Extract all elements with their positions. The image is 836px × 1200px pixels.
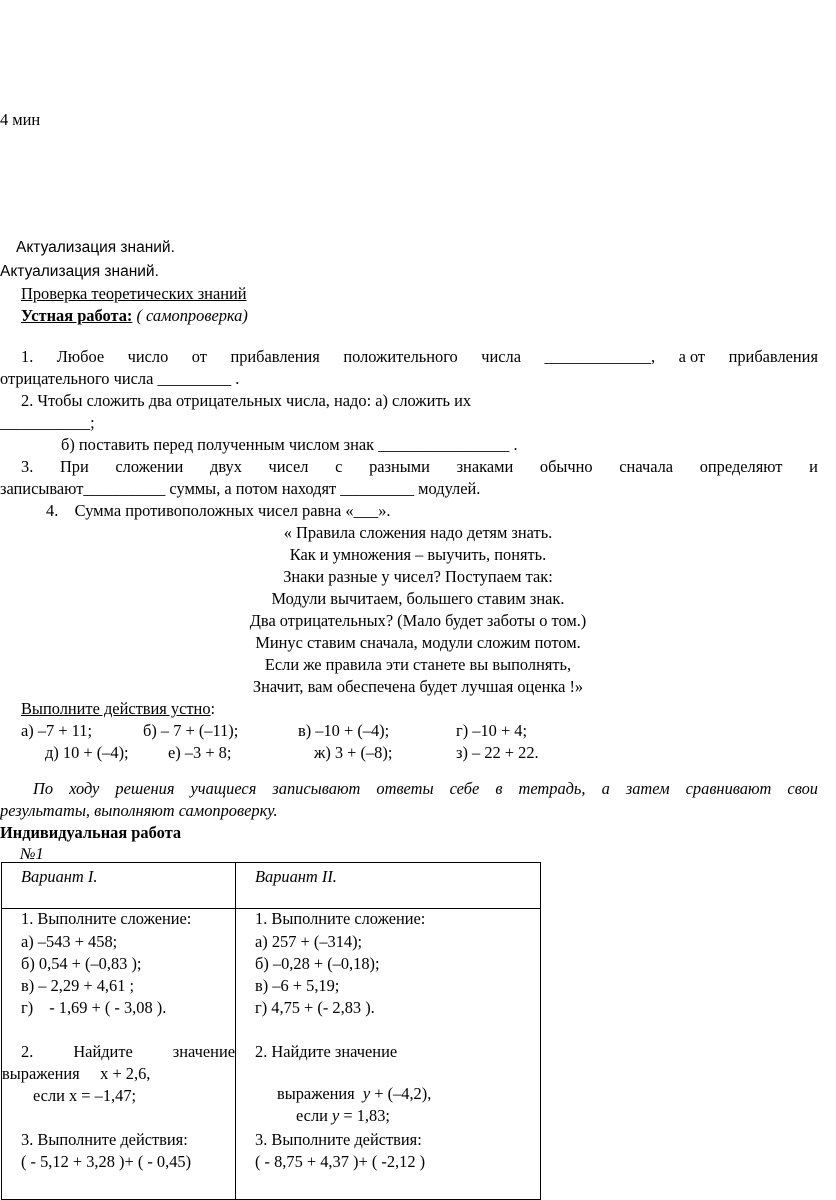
oral-tasks-title: Выполните действия устно: — [21, 699, 216, 718]
variants-table — [1, 862, 541, 1200]
v1-item-b: б) 0,54 + (–0,83 ); — [21, 954, 142, 973]
question-3-line-1: 3. При сложении двух чисел с разными знаками обычно сначала определяют и — [21, 457, 818, 476]
oral-task: з) – 22 + 22. — [456, 743, 539, 762]
v2-task-2-line-3: если у = 1,83; — [295, 1106, 390, 1125]
question-2-line-2: ___________; — [0, 413, 95, 432]
oral-work-heading — [21, 306, 248, 326]
oral-task: е) –3 + 8; — [168, 743, 232, 762]
variant-2-header-cell — [236, 863, 541, 909]
section-heading-2: Актуализация знаний. — [0, 263, 159, 280]
variant-2-body — [236, 909, 541, 1200]
v1-task-2-line-3: если х = –1,47; — [33, 1086, 137, 1105]
question-2-line-3: б) поставить перед полученным числом знак ________________ . — [61, 435, 518, 454]
poem-line: Значит, вам обеспечена будет лучшая оценка !» — [252, 677, 584, 696]
v2-task-1: 1. Выполните сложение: — [255, 909, 426, 928]
note-line-2: результаты, выполняют самопроверку. — [0, 801, 278, 820]
v1-task-3-expr: ( - 5,12 + 3,28 )+ ( - 0,45) — [21, 1152, 192, 1171]
time-label: 4 мин — [0, 110, 41, 129]
v1-task-3: 3. Выполните действия: — [21, 1130, 188, 1149]
v2-task-2-line-2: выражения у + (–4,2), — [276, 1084, 432, 1103]
oral-work-label: Устная работа: — [21, 306, 133, 325]
poem-line: Если же правила эти станете вы выполнять, — [264, 655, 572, 674]
oral-task: а) –7 + 11; — [21, 721, 92, 740]
section-heading-1: Актуализация знаний. — [16, 239, 175, 256]
question-1-line-2: отрицательного числа _________ . — [0, 369, 240, 388]
question-3-line-2: записывают__________ суммы, а потом находят _________ модулей. — [0, 479, 481, 498]
v2-item-c: в) –6 + 5,19; — [255, 976, 340, 995]
v2-task-3: 3. Выполните действия: — [255, 1130, 422, 1149]
oral-task: в) –10 + (–4); — [298, 721, 390, 740]
check-title: Проверка теоретических знаний — [21, 284, 247, 303]
task-number: №1 — [20, 844, 44, 863]
poem-line: Модули вычитаем, большего ставим знак. — [271, 589, 565, 608]
v1-item-c: в) – 2,29 + 4,61 ; — [21, 976, 135, 995]
v1-item-a: а) –543 + 458; — [21, 932, 118, 951]
v2-task-2: 2. Найдите значение — [255, 1042, 398, 1061]
v2-task-3-expr: ( - 8,75 + 4,37 )+ ( -2,12 ) — [255, 1152, 426, 1171]
oral-task: ж) 3 + (–8); — [314, 743, 393, 762]
v1-item-d: г) - 1,69 + ( - 3,08 ). — [21, 998, 167, 1017]
variant-1-header: Вариант I. — [21, 867, 98, 886]
section-heading-bulleted — [2, 238, 175, 258]
v1-task-2-line-1: 2. Найдите значение — [21, 1042, 235, 1061]
variant-2-header: Вариант II. — [255, 867, 337, 886]
variant-1-header-cell — [2, 863, 236, 909]
v2-item-b: б) –0,28 + (–0,18); — [255, 954, 380, 973]
note-line-1: По ходу решения учащиеся записывают ответы себе в тетрадь, а затем сравнивают свои — [33, 779, 818, 798]
poem-line: Как и умножения – выучить, понять. — [289, 545, 547, 564]
poem-line: Минус ставим сначала, модули сложим потом. — [255, 633, 581, 652]
question-2-line-1: 2. Чтобы сложить два отрицательных числа, надо: а) сложить их — [21, 391, 472, 410]
poem-line: « Правила сложения надо детям знать. — [283, 523, 553, 542]
poem-line: Знаки разные у чисел? Поступаем так: — [283, 567, 553, 586]
individual-work-title: Индивидуальная работа — [0, 823, 182, 842]
oral-task: б) – 7 + (–11); — [143, 721, 239, 740]
question-1-line-1: 1. Любое число от прибавления положительного числа _____________, а от прибавления — [21, 347, 818, 366]
v1-task-1: 1. Выполните сложение: — [21, 909, 192, 928]
oral-task: г) –10 + 4; — [456, 721, 528, 740]
question-4: 4. Сумма противоположных чисел равна «___». — [46, 501, 391, 520]
oral-task: д) 10 + (–4); — [45, 743, 129, 762]
poem-line: Два отрицательных? (Мало будет заботы о том.) — [249, 611, 587, 630]
oral-work-note: ( самопроверка) — [136, 306, 248, 325]
variant-1-body — [2, 909, 236, 1200]
v2-item-d: г) 4,75 + (- 2,83 ). — [255, 998, 375, 1017]
v1-task-2-line-2: выражения х + 2,6, — [2, 1064, 151, 1083]
v2-item-a: а) 257 + (–314); — [255, 932, 363, 951]
